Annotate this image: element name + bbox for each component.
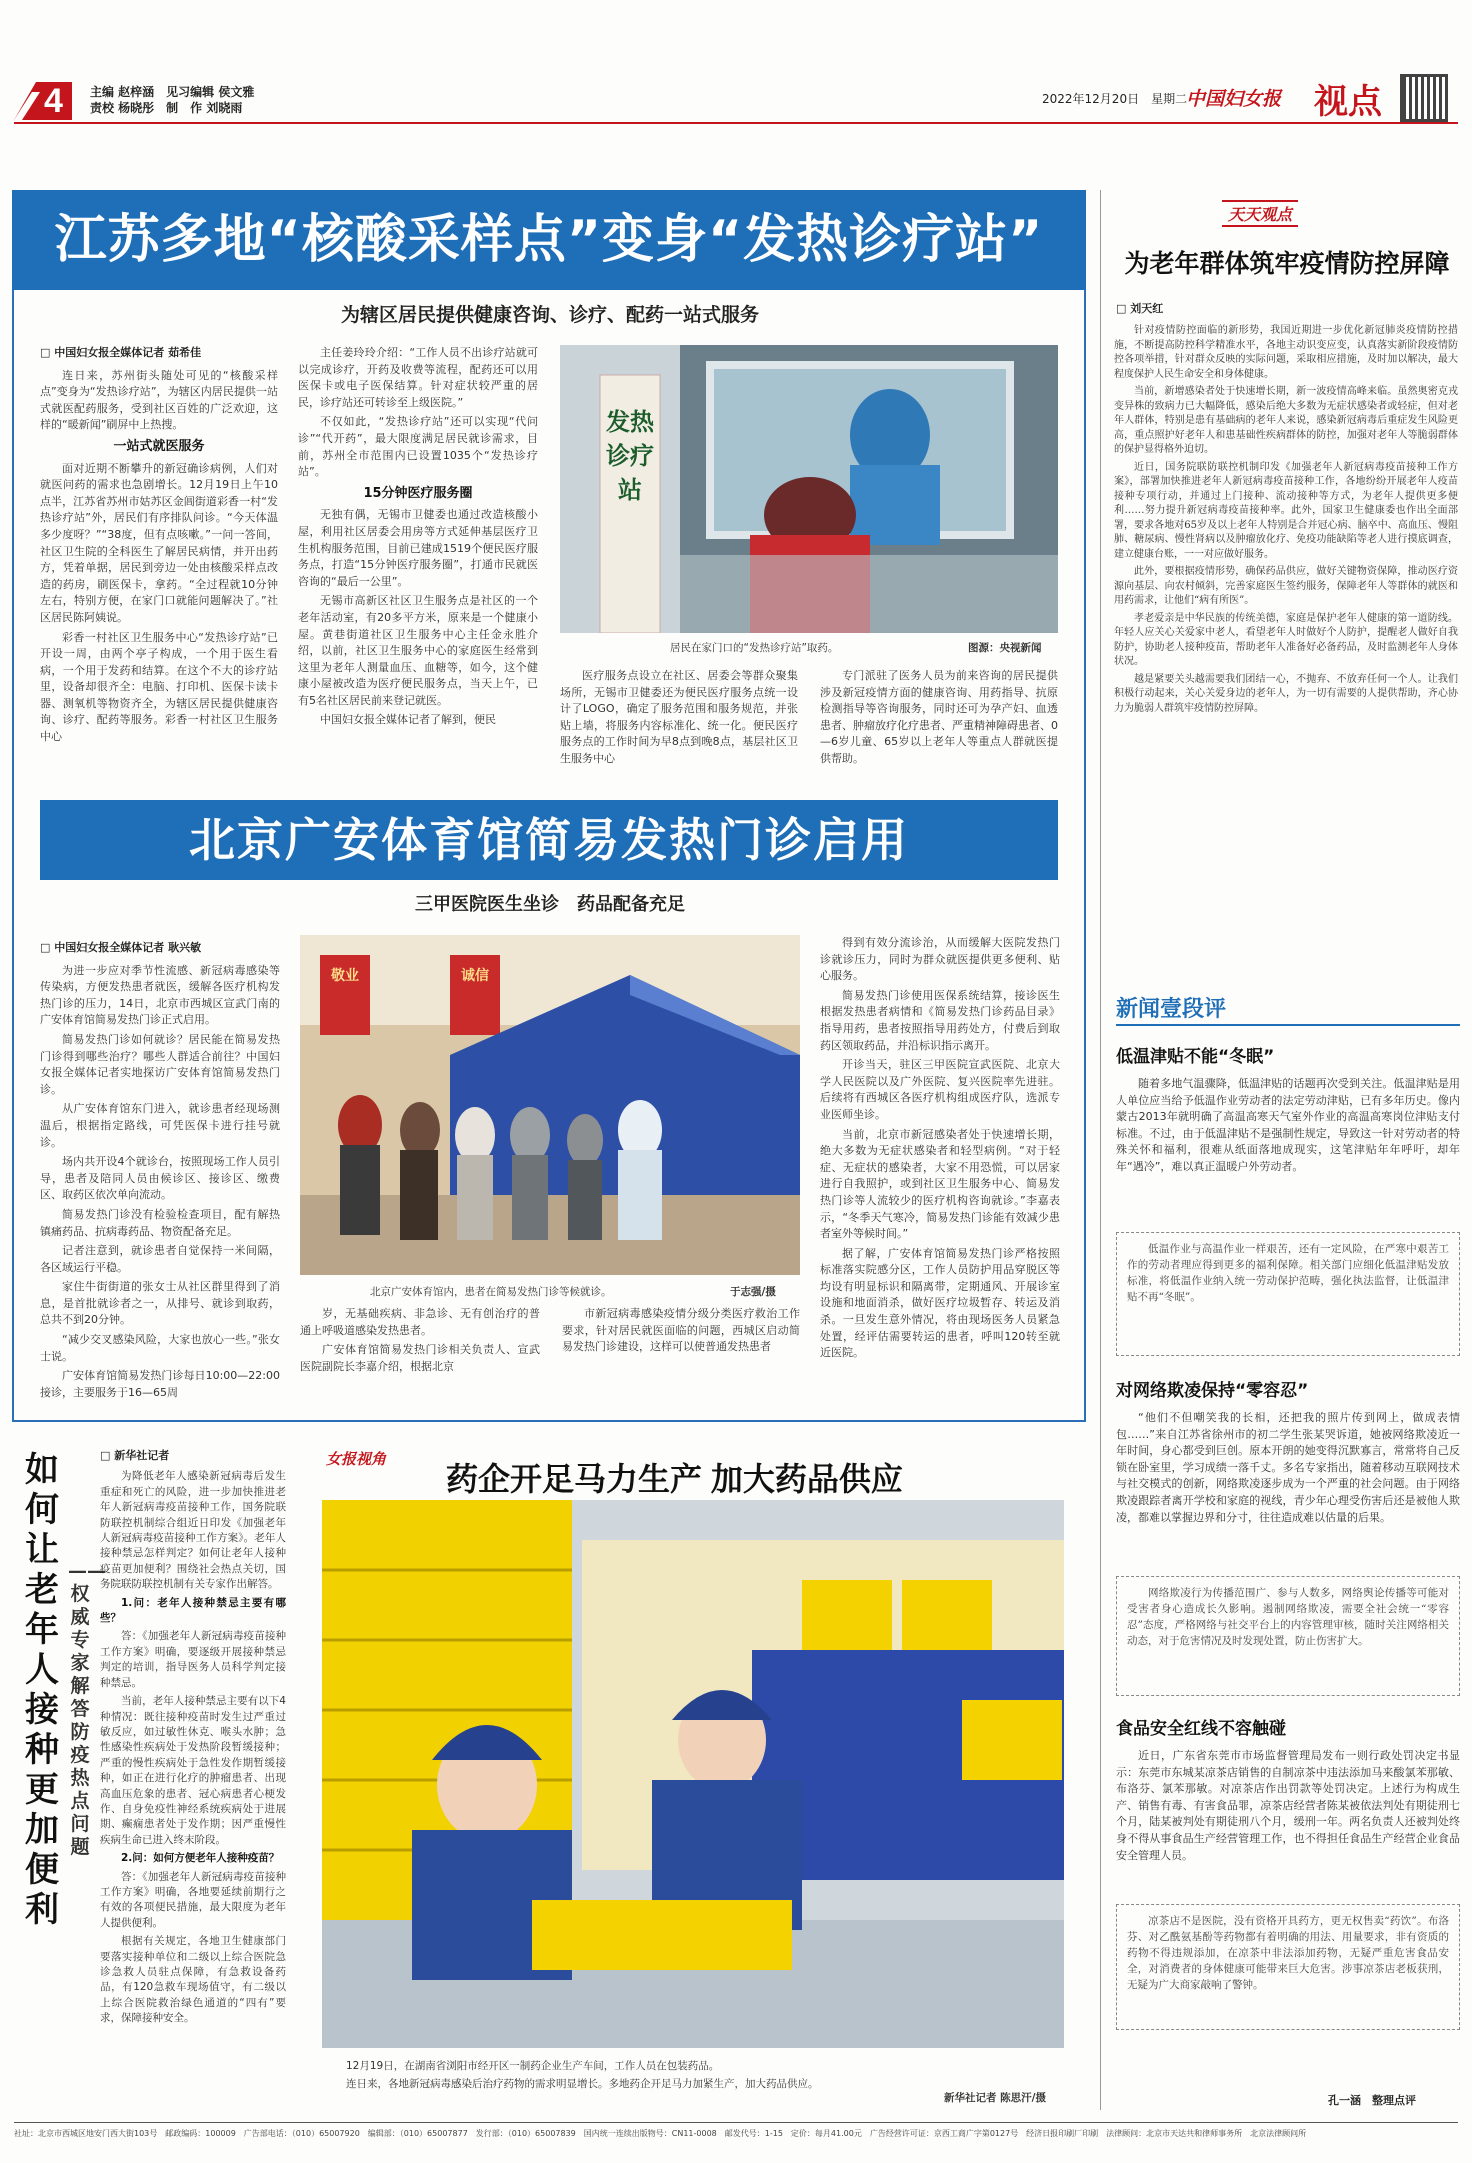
header-rule: [14, 122, 1458, 124]
news-review-tag: 新闻壹段评: [1116, 996, 1227, 1021]
paragraph: 孝老爱亲是中华民族的传统美德，家庭是保护老年人健康的第一道防线。年轻人应关心关爱家中老人，看望老年人时做好个人防护，提醒老人做好自我防护，协助老人接种疫苗，帮助老年人准备好必备药品，及时监测老年人身体状况。: [1114, 612, 1458, 667]
review-3-note: [1116, 1904, 1460, 2030]
review-3-title: 食品安全红线不容触碰: [1116, 1719, 1286, 1739]
review-1-body: [1116, 1076, 1460, 1226]
issue-date: 2022年12月20日 星期二: [1042, 92, 1188, 106]
review-2-title: 对网络欺凌保持“零容忍”: [1116, 1381, 1309, 1401]
paragraph: 近日，广东省东莞市市场监督管理局发布一则行政处罚决定书显示：东莞市东城某凉茶店销售的自制凉茶中违法添加马来酸氯苯那敏、布洛芬、氯苯那敏。对凉茶店作出罚款等处罚决定。上述行为构成生产、销售有毒、有害食品罪，凉茶店经营者陈某被依法判处有期徒刑七个月，陆某被判处有期徒刑八个月，缓刑一年。两名负责人还被判处终身不得从事食品生产经营管理工作，也不得担任食品生产经营企业食品安全管理人员。: [1116, 1749, 1460, 1862]
paragraph: 从广安体育馆东门进入，就诊患者经现场测温后，根据指定路线，可凭医保卡进行挂号就诊。: [40, 1102, 280, 1149]
editor-credit: 孔一涵 整理点评: [1328, 2094, 1416, 2107]
story-beijing-byline-text: 中国妇女报全媒体记者 耿兴敏: [54, 941, 202, 954]
story-beijing-headline-bar: [40, 800, 1058, 880]
opinion-tag: [1222, 200, 1298, 227]
story-jiangsu-byline-text: 中国妇女报全媒体记者 茹希佳: [54, 346, 202, 359]
paragraph: 广安体育馆简易发热门诊相关负责人、宣武医院副院长李嘉介绍，根据北京: [300, 1343, 540, 1373]
review-1-title: 低温津贴不能“冬眠”: [1116, 1047, 1275, 1067]
qr-code: [1400, 74, 1448, 122]
fever-station-sign: 发热诊疗站: [606, 407, 654, 504]
story-pharma-photo: [322, 1500, 1064, 2048]
right-column-divider: [1100, 190, 1101, 2110]
opinion-byline-text: 刘天红: [1130, 302, 1164, 315]
paragraph: 当前，北京市新冠感染者处于快速增长期，绝大多数为无症状感染者和轻型病例。“对于轻症、无症状的感染者，大家不用恐慌，可以居家进行自我照护，或到社区卫生服务中心、简易发热门诊等人流较少的医疗机构咨询就诊。”李嘉表示，“冬季天气寒冷，简易发热门诊能有效减少患者室外等候时间。”: [820, 1127, 1060, 1241]
story-beijing-photo: [300, 935, 800, 1275]
paragraph: 岁，无基础疾病、非急诊、无有创治疗的普通上呼吸道感染发热患者。: [300, 1307, 540, 1337]
story-jiangsu-col-3: [560, 668, 798, 768]
story-beijing-col-4: [820, 935, 1060, 1415]
paragraph: 无独有偶，无锡市卫健委也通过改造核酸小屋，利用社区居委会用房等方式延伸基层医疗卫生机构服务范围，目前已建成1519个便民医疗服务点，打造“15分钟医疗服务圈”，打通市民就医咨询的“最后一公里”。: [298, 508, 538, 588]
story-pharma-caption-2: 连日来，各地新冠病毒感染后治疗药物的需求明显增长。多地药企开足马力加紧生产，加大药品供应。: [346, 2078, 819, 2090]
story-beijing-byline: □ 中国妇女报全媒体记者 耿兴敏: [40, 941, 202, 954]
story-beijing-subtitle: 三甲医院医生坐诊 药品配备充足: [415, 894, 685, 915]
banner-right: 诚信: [461, 968, 489, 984]
paragraph: 主任姜玲玲介绍：“工作人员不出诊疗站就可以完成诊疗，开药及收费等流程，配药还可以用医保卡或电子医保结算。针对症状较严重的居民，诊疗站还可转诊至上级医院。”: [298, 346, 538, 409]
paragraph: 据了解，广安体育馆简易发热门诊严格按照标准落实院感分区，工作人员防护用品穿脱区等均设有明显标识和隔离带，定期通风、开展诊室设施和地面消杀，做好医疗垃圾暂存、转运及消杀。一旦发生意外情况，将由现场医务人员紧急处置，经评估需要转运的患者，呼叫120转至就近医院。: [820, 1246, 1060, 1360]
paragraph: 专门派驻了医务人员为前来咨询的居民提供涉及新冠疫情方面的健康咨询、用药指导、抗原检测指导等咨询服务，同时还可为孕产妇、血透患者、肿瘤放疗化疗患者、严重精神障碍患者、0—6岁儿童、65岁以上老年人等重点人群就医提供帮助。: [820, 669, 1058, 765]
paragraph: 彩香一村社区卫生服务中心“发热诊疗站”已开设一周，由两个亭子构成，一个用于医生看病，一个用于发药和结算。在这个不大的诊疗站里，设备却很齐全：电脑、打印机、医保卡读卡器、测氧机等物资齐全，为辖区居民提供健康咨询、诊疗、配药等服务。彩香一村社区卫生服务中心: [40, 630, 278, 744]
section-name: 视点: [1314, 82, 1382, 122]
story-jiangsu-photo-caption: 居民在家门口的“发热诊疗站”取药。: [670, 642, 839, 654]
paragraph: 为进一步应对季节性流感、新冠病毒感染等传染病，方便发热患者就医，缓解各医疗机构发热门诊的压力，14日，北京市西城区宣武门南的广安体育馆简易发热门诊正式启用。: [40, 963, 280, 1027]
story-jiangsu-headline-bar: [12, 190, 1086, 290]
story-vaccine-title: 如何让老年人接种更加便利: [25, 1450, 59, 1930]
opinion-body: [1114, 324, 1458, 952]
paragraph: 医疗服务点设立在社区、居委会等群众聚集场所，无锡市卫健委还为便民医疗服务点统一设计了LOGO，确定了服务范围和服务规范，并张贴上墙，将服务内容标准化、统一化。便民医疗服务点的工作时间为早8点到晚8点，基层社区卫生服务中心: [560, 669, 798, 765]
review-2-body: [1116, 1410, 1460, 1570]
story-beijing-title: 北京广安体育馆简易发热门诊启用: [189, 813, 909, 867]
story-vaccine-byline: □ 新华社记者: [100, 1449, 170, 1462]
photo-pharma-factory: [322, 1500, 1064, 2048]
paragraph: 随着多地气温骤降，低温津贴的话题再次受到关注。低温津贴是用人单位应当给予低温作业劳动者的法定劳动津贴，已有多年历史。像内蒙古2013年就明确了高温高寒天气室外作业的高温高寒岗位津贴支付标准。不过，由于低温津贴不是强制性规定，导致这一针对劳动者的特殊关怀和福利，很难从纸面落地成现实，这笔津贴年年呼吁，却年年“遇冷”，难以真正温暖户外劳动者。: [1116, 1077, 1460, 1173]
story-pharma-title: 药企开足马力生产 加大药品供应: [446, 1461, 903, 1497]
credits-line-2: 责校 杨晓彤 制 作 刘晓雨: [90, 101, 243, 115]
story-jiangsu-byline: □ 中国妇女报全媒体记者 茹希佳: [40, 346, 202, 359]
photo-gymnasium-clinic: [300, 935, 800, 1275]
story-beijing-col-3: [562, 1306, 800, 1416]
story-pharma-credit: 新华社记者 陈思汗/摄: [944, 2092, 1046, 2104]
banner-left: 敬业: [331, 968, 359, 984]
paragraph: 连日来，苏州街头随处可见的“核酸采样点”变身为“发热诊疗站”，为辖区内居民提供一站式就医配药服务，受到社区百姓的广泛欢迎，这样的“暖新闻”刷屏中上热搜。: [40, 368, 278, 432]
paragraph: 无锡市高新区社区卫生服务点是社区的一个老年活动室，有20多平方米，原来是一个健康小屋。黄巷街道社区卫生服务中心主任金永胜介绍，以前，社区卫生服务中心的家庭医生经常到这里为老年人测量血压、血糖等，如今，这个健康小屋被改造为医疗便民服务点，当天上午，已有5名社区居民前来登记就医。: [298, 594, 538, 707]
page-number-badge: [14, 82, 72, 120]
paragraph: 答：《加强老年人新冠病毒疫苗接种工作方案》明确，要逐级开展接种禁忌判定的培训，指导医务人员科学判定接种禁忌。: [100, 1630, 286, 1689]
story-jiangsu-subtitle: 为辖区居民提供健康咨询、诊疗、配药一站式服务: [340, 304, 759, 326]
opinion-tag-text: 天天观点: [1228, 205, 1293, 224]
page-header: [0, 0, 1472, 120]
story-jiangsu-subhead-2: 15分钟医疗服务圈: [363, 485, 473, 501]
review-1-note: [1116, 1232, 1460, 1356]
paragraph: 根据有关规定，各地卫生健康部门要落实接种单位和二级以上综合医院急诊急救人员驻点保障，有急救设备药品，有120急救车现场值守，有二级以上综合医院救治绿色通道的“四有”要求，保障接种安全。: [100, 1935, 286, 2025]
paragraph: 针对疫情防控面临的新形势，我国近期进一步优化新冠肺炎疫情防控措施，不断提高防控科学精准水平，各地主动识变应变，认真落实新阶段疫情防控各项举措，针对群众反映的实际问题，采取相应措施，及时加以解决，最大程度保护人民生命安全和身体健康。: [1114, 325, 1458, 380]
review-2-note: [1116, 1576, 1460, 1696]
opinion-title: 为老年群体筑牢疫情防控屏障: [1124, 249, 1450, 278]
story-jiangsu-col-4: [820, 668, 1058, 768]
story-pharma-tag-text: 女报视角: [326, 1450, 387, 1468]
footer-rule: [14, 2122, 1458, 2123]
paragraph: 市新冠病毒感染疫情分级分类医疗救治工作要求，针对居民就医面临的问题，西城区启动简易发热门诊建设，这样可以使普通发热患者: [562, 1307, 800, 1354]
paragraph: 此外，要根据疫情形势，确保药品供应，做好关键物资保障，推动医疗资源向基层、向农村倾斜，完善家庭医生签约服务，保障老年人等群体的就医和用药需求，让他们“病有所医”。: [1114, 566, 1458, 606]
story-vaccine-subtitle: ——权威专家解答防疫热点问题: [68, 1560, 106, 1858]
paragraph: 近日，国务院联防联控机制印发《加强老年人新冠病毒疫苗接种工作方案》，部署加快推进老年人新冠病毒疫苗接种工作，各地纷纷开展老年人疫苗接种专项行动，并通过上门接种、流动接种等方式，为老年人提供更多便利……努力提升新冠病毒疫苗接种率。此外，国家卫生健康委也作出全面部署，要求各地对65岁及以上老年人特别是合并冠心病、脑卒中、高血压、慢阻肺、糖尿病、慢性肾病以及肿瘤放化疗、免疫功能缺陷等老人进行摸底调查，建立健康台账，一一对应做好服务。: [1114, 461, 1458, 560]
paragraph: 当前，老年人接种禁忌主要有以下4种情况：既往接种疫苗时发生过严重过敏反应，如过敏性休克、喉头水肿；急性感染性疾病处于发热阶段暂缓接种；严重的慢性疾病处于急性发作期暂缓接种，如正在进行化疗的肿瘤患者、出现高血压危象的患者、冠心病患者心梗发作、自身免疫性神经系统疾病处于进展期、癫痫患者处于发作期；因严重慢性疾病生命已进入终末阶段。: [100, 1695, 286, 1846]
story-jiangsu-photo-credit: 图源：央视新闻: [968, 642, 1042, 654]
paragraph: 凉茶店不是医院，没有资格开具药方，更无权售卖“药饮”。布洛芬、对乙酰氨基酚等药物都有着明确的用法、用量要求，非有资质的药物不得违规添加，在凉茶中非法添加药物，无疑严重危害食品安全，对消费者的身体健康可能带来巨大危害。涉事凉茶店老板获刑，无疑为广大商家敲响了警钟。: [1127, 1915, 1449, 1991]
news-review-rule: [1116, 1024, 1460, 1026]
paper-name: 中国妇女报: [1186, 88, 1282, 110]
story-jiangsu-title: 江苏多地“核酸采样点”变身“发热诊疗站”: [54, 210, 1044, 270]
paragraph: 得到有效分流诊治，从而缓解大医院发热门诊就诊压力，同时为群众就医提供更多便利、贴心服务。: [820, 936, 1060, 983]
paragraph: “减少交叉感染风险，大家也放心一些。”张女士说。: [40, 1333, 280, 1363]
footer-imprint: 社址：北京市西城区地安门西大街103号 邮政编码：100009 广告部电话：（010）65007920 编辑部：（010）65007877 发行部：（010）65007839 国内统一连续出版物号：CN11-0008 邮发代号：1-15 定价：每月41.00元 广告经营许可证：京西工商广字第0127号 经济日报印刷厂印刷 法律顾问：北京市天达共和律师事务所 北京法律顾问所: [14, 2129, 1307, 2138]
paragraph: 答：《加强老年人新冠病毒疫苗接种工作方案》明确，各地要延续前期行之有效的各项便民措施，最大限度为老年人提供便利。: [100, 1870, 286, 1929]
review-3-body: [1116, 1748, 1460, 1898]
story-jiangsu-col-2: [298, 345, 538, 765]
story-jiangsu-photo: [560, 345, 1058, 633]
story-jiangsu-subhead-1: 一站式就医服务: [113, 438, 205, 454]
story-beijing-photo-credit: 于志强/摄: [730, 1286, 776, 1298]
story-jiangsu-col-1: [40, 345, 278, 765]
paragraph: 为降低老年人感染新冠病毒后发生重症和死亡的风险，进一步加快推进老年人新冠病毒疫苗接种工作，国务院联防联控机制综合组近日印发《加强老年人新冠病毒疫苗接种工作方案》。老年人接种禁忌怎样判定？如何让老年人接种疫苗更加便利？围绕社会热点关切，国务院联防联控机制有关专家作出解答。: [100, 1470, 286, 1591]
page-number: 4: [44, 82, 63, 120]
story-pharma-caption-1: 12月19日，在湖南省浏阳市经开区一制药企业生产车间，工作人员在包装药品。: [346, 2060, 720, 2072]
paragraph: 网络欺凌行为传播范围广、参与人数多，网络舆论传播等可能对受害者身心造成长久影响。遏制网络欺凌，需要全社会统一“零容忍”态度，严格网络与社交平台上的内容管理审核，随时关注网络相关动态，对于危害情况及时发现处置，防止伤害扩大。: [1127, 1587, 1449, 1647]
story-beijing-photo-caption: 北京广安体育馆内，患者在简易发热门诊等候就诊。: [370, 1286, 612, 1298]
paragraph: 低温作业与高温作业一样艰苦，还有一定风险，在严寒中艰苦工作的劳动者理应得到更多的福利保障。相关部门应细化低温津贴发放标准，将低温作业纳入统一劳动保护范畴，强化执法监督，让低温津贴不再“冬眠”。: [1127, 1243, 1449, 1303]
paragraph: 记者注意到，就诊患者自觉保持一米间隔，各区域运行平稳。: [40, 1244, 280, 1274]
paragraph: 家住牛街街道的张女士从社区群里得到了消息，是首批就诊者之一，从排号、就诊到取药，总共不到20分钟。: [40, 1280, 280, 1327]
story-beijing-col-1: [40, 940, 280, 1410]
question: 1.问：老年人接种禁忌主要有哪些？: [100, 1596, 286, 1625]
paragraph: 当前，新增感染者处于快速增长期，新一波疫情高峰来临。虽然奥密克戎变异株的致病力已大幅降低，感染后绝大多数为无症状感染者或轻症，但对老年人群体，特别是患有基础病的老年人来说，感染新冠病毒后重症发生风险更高，重点照护好老年人和患基础性疾病群体的防控，加强对老年人等脆弱群体的保护显得格外迫切。: [1114, 386, 1458, 455]
paragraph: “他们不但嘲笑我的长相，还把我的照片传到网上，做成表情包……”来自江苏省徐州市的初二学生张某哭诉道，她被网络欺凌近一年时间，身心都受到巨创。原本开朗的她变得沉默寡言，常常将自己反锁在卧室里，学习成绩一落千丈。多名专家指出，随着移动互联网技术与社交模式的创新，网络欺凌逐步成为一个严重的社会问题。由于网络欺凌跟踪者离开学校和家庭的视线，青少年心理受伤害后还是被他人欺凌，都难以掌握边界和分寸，往往造成难以估量的后果。: [1116, 1411, 1460, 1524]
opinion-byline: □ 刘天红: [1116, 302, 1164, 315]
paragraph: 中国妇女报全媒体记者了解到，便民: [320, 713, 496, 727]
paragraph: 越是紧要关头越需要我们团结一心，不抛弃、不放弃任何一个人。让我们积极行动起来，关心关爱身边的老年人，为一切有需要的人提供帮助，齐心协力为脆弱人群筑牢疫情防控屏障。: [1114, 673, 1458, 714]
paragraph: 简易发热门诊使用医保系统结算，接诊医生根据发热患者病情和《简易发热门诊药品目录》指导用药，患者按照指导用药处方，付费后到取药区领取药品，并沿标识指示离开。: [820, 988, 1060, 1052]
paragraph: 不仅如此，“发热诊疗站”还可以实现“代问诊”“代开药”，最大限度满足居民就诊需求，目前，苏州全市范围内已设置1035个“发热诊疗站”。: [298, 415, 538, 479]
story-vaccine-body: [100, 1448, 286, 2118]
credits-line-1: 主编 赵梓涵 见习编辑 侯文雅: [90, 85, 255, 99]
paragraph: 面对近期不断攀升的新冠确诊病例，人们对就医问药的需求也急剧增长。12月19日上午10点半，江苏省苏州市姑苏区金阊街道彩香一村“发热诊疗站”外，居民们有序排队问诊。“今天体温多少度呀？”“38度，但有点咳嗽。”一问一答间，社区卫生院的全科医生了解居民病情，并开出药方，凭着单据，居民到旁边一处由核酸采样点改造的药房，刷医保卡，拿药。“全过程就10分钟左右，特别方便，在家门口就能问题解决了。”社区居民陈阿姨说。: [40, 461, 278, 624]
paragraph: 简易发热门诊如何就诊？居民能在简易发热门诊得到哪些治疗？哪些人群适合前往？中国妇女报全媒体记者实地探访广安体育馆简易发热门诊。: [40, 1032, 280, 1096]
paragraph: 场内共开设4个就诊台，按照现场工作人员引导，患者及陪同人员由候诊区、接诊区、缴费区、取药区依次单向流动。: [40, 1155, 280, 1202]
paragraph: 开诊当天，驻区三甲医院宣武医院、北京大学人民医院以及广外医院、复兴医院率先进驻。后续将有西城区各医疗机构组成医疗队，选派专业医师坐诊。: [820, 1058, 1060, 1121]
paragraph: 简易发热门诊没有检验检查项目，配有解热镇痛药品、抗病毒药品、物资配备充足。: [40, 1207, 280, 1238]
story-vaccine-byline-text: 新华社记者: [114, 1449, 170, 1462]
credits: [90, 84, 254, 116]
paragraph: 广安体育馆简易发热门诊每日10:00—22:00接诊，主要服务于16—65周: [40, 1369, 280, 1399]
story-beijing-col-2: [300, 1306, 540, 1416]
story-pharma-tag: [326, 1448, 386, 1469]
question: 2.问：如何方便老年人接种疫苗？: [121, 1852, 280, 1865]
